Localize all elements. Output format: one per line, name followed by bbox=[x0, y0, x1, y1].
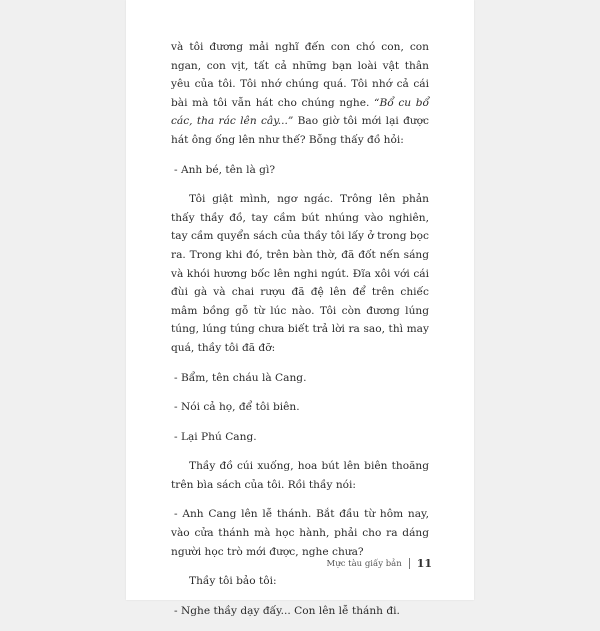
body-text bbox=[171, 38, 429, 631]
paragraph: Thầy tôi bảo tôi: bbox=[189, 575, 277, 588]
dialog-line: - Nghe thầy dạy đấy... Con lên lễ thánh đi. bbox=[174, 604, 400, 617]
dialog-line: - Nói cả họ, để tôi biên. bbox=[174, 401, 300, 414]
footer-divider bbox=[409, 558, 410, 569]
book-page bbox=[126, 0, 474, 617]
running-title: Mực tàu giấy bản bbox=[326, 558, 402, 569]
paragraph: Tôi giật mình, ngơ ngác. Trông lên phản thấy thầy đồ, tay cầm bút nhúng vào nghiên, tay cầm quyển sách của thầy tôi lấy ở trong bọc ra. Trong khi đó, trên bàn thờ, đã đốt nến sáng và khói hương bốc lên nghi ngút. Đĩa xôi với cái đùi gà và chai rượu đã đệ lên để trên chiếc mâm bồng gỗ từ lúc nào. Tôi còn đương lúng túng, lúng túng chưa biết trả lời ra sao, thì may quá, thầy tôi đã đỡ: bbox=[171, 193, 429, 354]
paragraph: và tôi đương mải nghĩ đến con chó con, con ngan, con vịt, tất cả những bạn loài vật thân yêu của tôi. Tôi nhớ chúng quá. Tôi nhớ cả cái bài mà tôi vẫn hát cho chúng nghe. “Bổ cu bổ các, tha rác lên cây...” Bao giờ tôi mới lại được hát ông ống lên như thế? Bỗng thấy đồ hỏi: bbox=[171, 41, 429, 146]
page-number: 11 bbox=[416, 557, 432, 570]
paragraph: Thầy đồ cúi xuống, hoa bút lên biên thoăng trên bìa sách của tôi. Rồi thầy nói: bbox=[171, 460, 429, 491]
page-footer bbox=[327, 557, 432, 570]
dialog-line: - Anh Cang lên lễ thánh. Bắt đầu từ hôm nay, vào cửa thánh mà học hành, phải cho ra dáng người học trò mới được, nghe chưa? bbox=[171, 508, 429, 558]
dialog-line: - Anh bé, tên là gì? bbox=[174, 163, 276, 176]
dialog-line: - Bẩm, tên cháu là Cang. bbox=[174, 371, 307, 384]
song-quote: “Bổ cu bổ các, tha rác lên cây...” bbox=[171, 96, 429, 128]
dialog-line: - Lại Phú Cang. bbox=[174, 430, 257, 443]
